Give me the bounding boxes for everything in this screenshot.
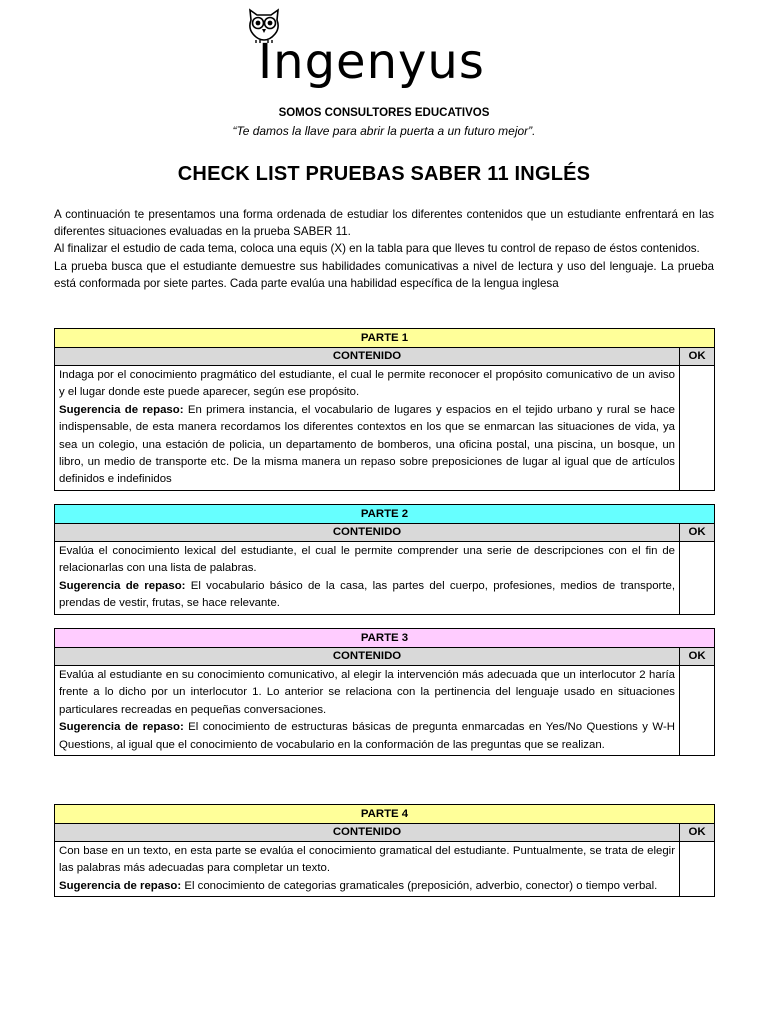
content-column-header: CONTENIDO	[55, 824, 680, 842]
part-3-description: Evalúa al estudiante en su conocimiento comunicativo, al elegir la intervención más adecuada que un interlocutor 2 haría frente a lo dicho por un interlocutor 1. Lo anterior se relaciona con la pertinencia del lenguaje usado en situaciones particulares recreadas en pequeñas conversaciones.	[59, 669, 675, 716]
ok-column-header: OK	[680, 348, 715, 366]
content-column-header: CONTENIDO	[55, 524, 680, 542]
brand-tagline: SOMOS CONSULTORES EDUCATIVOS	[278, 107, 490, 119]
part-3-table	[54, 628, 715, 756]
part-4-table	[54, 804, 715, 897]
part-4-description: Con base en un texto, en esta parte se evalúa el conocimiento gramatical del estudiante. Puntualmente, se trata de elegir las palabras más adecuadas para completar un texto.	[59, 845, 675, 875]
part-4-header: PARTE 4	[55, 805, 715, 824]
suggestion-label: Sugerencia de repaso:	[59, 403, 184, 416]
part-1-content	[55, 366, 680, 491]
part-1-ok-checkbox[interactable]	[680, 366, 715, 491]
part-4-ok-checkbox[interactable]	[680, 842, 715, 897]
content-column-header: CONTENIDO	[55, 648, 680, 666]
part-3-content	[55, 666, 680, 756]
part-1-suggestion: En primera instancia, el vocabulario de lugares y espacios en el tejido urbano y rural se hace indispensable, de esta manera recordamos los diferentes contextos en los que se enmarcan las situaciones de vida, ya sea un colegio, una estación de policia, un departamento de bomberos, una oficina postal, una piscina, un bosque, un libro, un medio de transporte etc. De la misma manera un repaso sobre preposiciones de lugar al igual que de artículos definidos e indefinidos	[59, 403, 675, 486]
part-1-table	[54, 328, 715, 491]
ok-column-header: OK	[680, 524, 715, 542]
brand-logo-text: Ingenyus	[258, 34, 485, 90]
part-3-suggestion: El conocimiento de estructuras básicas de pregunta enmarcadas en Yes/No Questions y W-H Questions, al igual que el conocimiento de vocabulario en la conformación de las preguntas que se realizan.	[59, 721, 675, 751]
part-1-header: PARTE 1	[55, 329, 715, 348]
part-2-header: PARTE 2	[55, 505, 715, 524]
part-3-header: PARTE 3	[55, 629, 715, 648]
part-1-description: Indaga por el conocimiento pragmático del estudiante, el cual le permite reconocer el propósito comunicativo de un aviso y el lugar donde este puede aparecer, según ese propósito.	[59, 369, 675, 399]
part-4-suggestion: El conocimiento de categorias gramaticales (preposición, adverbio, conector) o tiempo verbal.	[181, 879, 658, 892]
brand-slogan: “Te damos la llave para abrir la puerta a un futuro mejor”.	[232, 124, 536, 138]
part-2-content	[55, 542, 680, 615]
suggestion-label: Sugerencia de repaso:	[59, 579, 186, 592]
intro-text	[54, 206, 714, 292]
part-2-suggestion: El vocabulario básico de la casa, las partes del cuerpo, profesiones, medios de transporte, prendas de vestir, frutas, se hace relevante.	[59, 579, 675, 610]
part-4-content	[55, 842, 680, 897]
intro-paragraph: A continuación te presentamos una forma ordenada de estudiar los diferentes contenidos que un estudiante enfrentará en las diferentes situaciones evaluadas en la prueba SABER 11.	[54, 208, 714, 239]
content-column-header: CONTENIDO	[55, 348, 680, 366]
part-2-description: Evalúa el conocimiento lexical del estudiante, el cual le permite comprender una serie de descripciones con el fin de relacionarlas con una lista de palabras.	[59, 545, 675, 575]
ok-column-header: OK	[680, 824, 715, 842]
document-title: CHECK LIST PRUEBAS SABER 11 INGLÉS	[177, 163, 591, 185]
part-3-ok-checkbox[interactable]	[680, 666, 715, 756]
part-2-ok-checkbox[interactable]	[680, 542, 715, 615]
ok-column-header: OK	[680, 648, 715, 666]
intro-paragraph: La prueba busca que el estudiante demuestre sus habilidades comunicativas a nivel de lectura y uso del lenguaje. La prueba está conformada por siete partes. Cada parte evalúa una habilidad específica de la lengua inglesa	[54, 259, 714, 290]
suggestion-label: Sugerencia de repaso:	[59, 721, 184, 734]
intro-paragraph: Al finalizar el estudio de cada tema, coloca una equis (X) en la tabla para que lleves tu control de repaso de éstos contenidos.	[54, 242, 700, 256]
suggestion-label: Sugerencia de repaso:	[59, 879, 182, 892]
part-2-table	[54, 504, 715, 615]
